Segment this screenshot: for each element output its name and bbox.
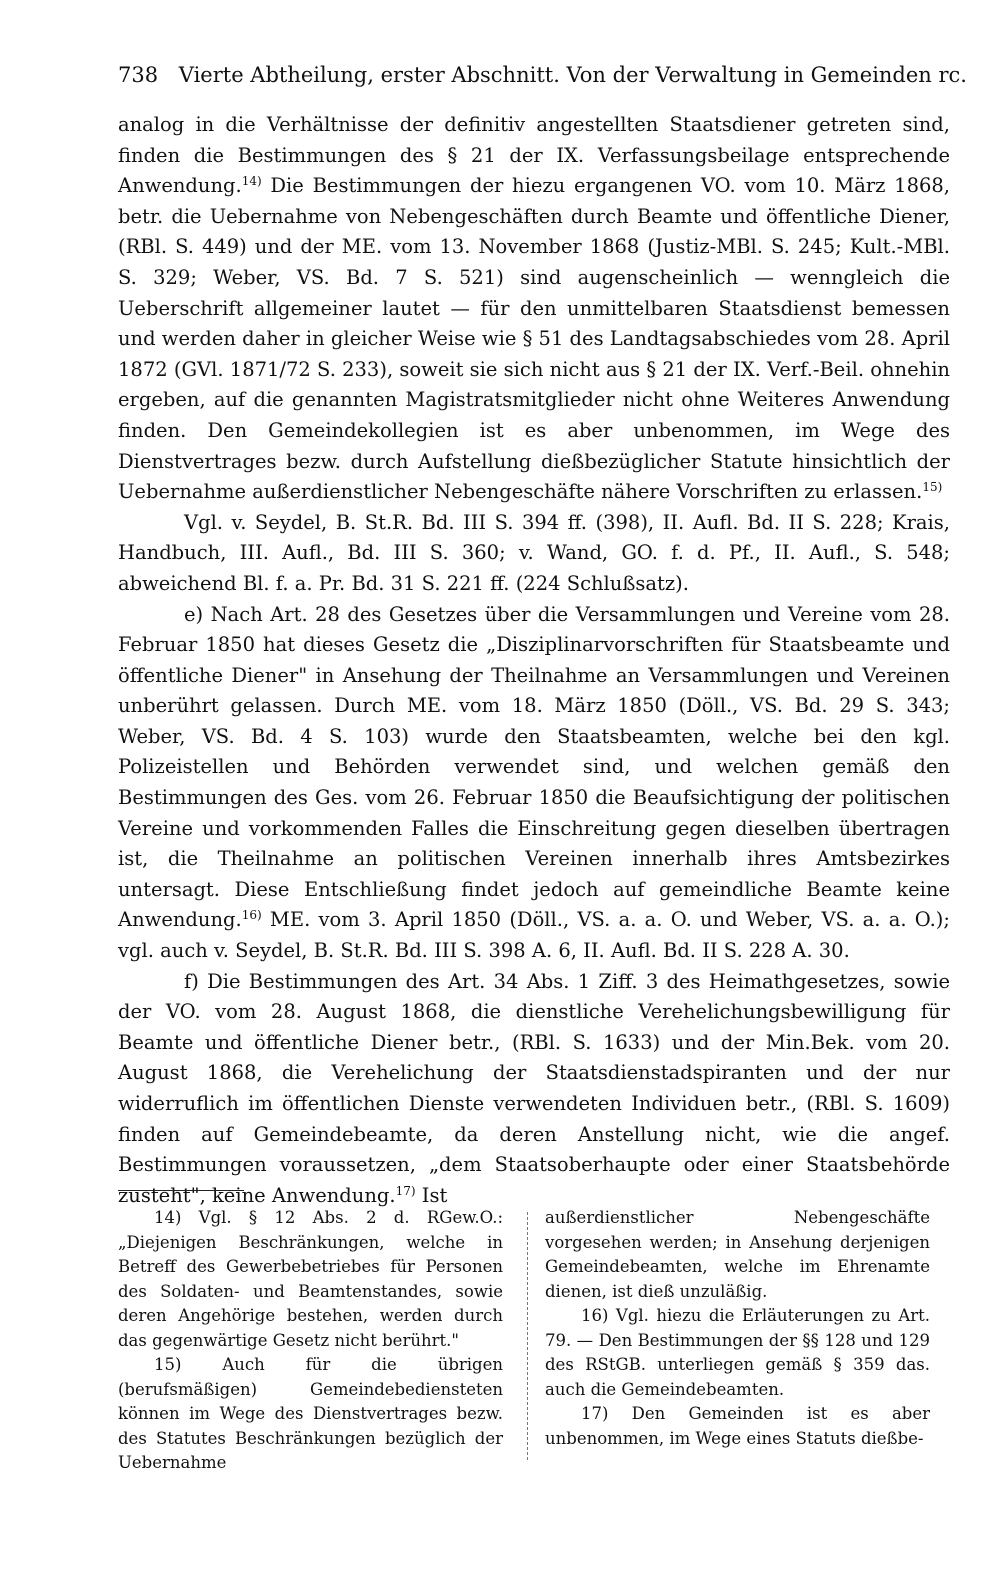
footnote-16: 16) Vgl. hiezu die Erläuterungen zu Art. 79. — Den Bestimmungen der §§ 128 und 129 des RStGB. unterliegen gemäß § 359 das. auch die Gemeindebeamten.: [545, 1306, 930, 1399]
footnotes-left-column: [118, 1206, 503, 1476]
footnote-15: 15) Auch für die übrigen (berufsmäßigen) Gemeindebediensteten können im Wege des Dienstvertrages bezw. des Statutes Beschränkungen bezüglich der Uebernahme: [118, 1355, 503, 1472]
paragraph-f: f) Die Bestimmungen des Art. 34 Abs. 1 Ziff. 3 des Heimathgesetzes, sowie der VO. vom 28. August 1868, die dienstliche Verehelichungsbewilligung für Beamte und öffentliche Diener betr., (RBl. S. 1633) und der Min.Bek. vom 20. August 1868, die Verehelichung der Staatsdienstadspiranten und der nur widerruflich im öffentlichen Dienste verwendeten Individuen betr., (RBl. S. 1609) finden auf Gemeindebeamte, da deren Anstellung nicht, wie die angef. Bestimmungen voraussetzen, „dem Staatsoberhaupte oder einer Staatsbehörde zusteht", keine Anwendung.$^{17)}$ Ist: [118, 969, 950, 1207]
page-number: 738: [118, 63, 159, 87]
paragraph-e: e) Nach Art. 28 des Gesetzes über die Versammlungen und Vereine vom 28. Februar 1850 hat dieses Gesetz die „Disziplinarvorschriften für Staatsbeamte und öffentliche Diener" in Ansehung der Theilnahme an Versammlungen und Vereinen unberührt gelassen. Durch ME. vom 18. März 1850 (Döll., VS. Bd. 29 S. 343; Weber, VS. Bd. 4 S. 103) wurde den Staatsbeamten, welche bei den kgl. Polizeistellen und Behörden verwendet sind, und welchen gemäß den Bestimmungen des Ges. vom 26. Februar 1850 die Beaufsichtigung der politischen Vereine und vorkommenden Falles die Einschreitung gegen dieselben übertragen ist, die Theilnahme an politischen Vereinen innerhalb ihres Amtsbezirkes untersagt. Diese Entschließung findet jedoch auf gemeindliche Beamte keine Anwendung.$^{16)}$ ME. vom 3. April 1850 (Döll., VS. a. a. O. und Weber, VS. a. a. O.); vgl. auch v. Seydel, B. St.R. Bd. III S. 398 A. 6, II. Aufl. Bd. II S. 228 A. 30.: [118, 602, 950, 963]
running-title: Vierte Abtheilung, erster Abschnitt. Von der Verwaltung in Gemeinden rc.: [178, 63, 967, 87]
footnote-15-continued: außerdienstlicher Nebengeschäfte vorgesehen werden; in Ansehung derjenigen Gemeindebeamten, welche im Ehrenamte dienen, ist dieß unzuläßig.: [545, 1208, 930, 1301]
footnote-14: 14) Vgl. § 12 Abs. 2 d. RGew.O.: „Diejenigen Beschränkungen, welche in Betreff des Gewerbebetriebes für Personen des Soldaten- und Beamtenstandes, sowie deren Angehörige bestehen, werden durch das gegenwärtige Gesetz nicht berührt.": [118, 1208, 503, 1350]
paragraph-continuation: analog in die Verhältnisse der definitiv angestellten Staatsdiener getreten sind, finden die Bestimmungen des § 21 der IX. Verfassungsbeilage entsprechende Anwendung.$^{14)}$ Die Bestimmungen der hiezu ergangenen VO. vom 10. März 1868, betr. die Uebernahme von Nebengeschäften durch Beamte und öffentliche Diener, (RBl. S. 449) und der ME. vom 13. November 1868 (Justiz-MBl. S. 245; Kult.-MBl. S. 329; Weber, VS. Bd. 7 S. 521) sind augenscheinlich — wenngleich die Ueberschrift allgemeiner lautet — für den unmittelbaren Staatsdienst bemessen und werden daher in gleicher Weise wie § 51 des Landtagsabschiedes vom 28. April 1872 (GVl. 1871/72 S. 233), soweit sie sich nicht aus § 21 der IX. Verf.-Beil. ohnehin ergeben, auf die genannten Magistratsmitglieder nicht ohne Weiteres Anwendung finden. Den Gemeindekollegien ist es aber unbenommen, im Wege des Dienstvertrages bezw. durch Aufstellung dießbezüglicher Statute hinsichtlich der Uebernahme außerdienstlicher Nebengeschäfte nähere Vorschriften zu erlassen.$^{15)}$: [118, 113, 950, 504]
footnote-separator: [118, 1190, 244, 1191]
footnote-ref-14[interactable]: 14): [241, 174, 262, 189]
footnote-ref-17[interactable]: 17): [395, 1183, 416, 1198]
paragraph-citations: Vgl. v. Seydel, B. St.R. Bd. III S. 394 ff. (398), II. Aufl. Bd. II S. 228; Krais, Handbuch, III. Aufl., Bd. III S. 360; v. Wand, GO. f. d. Pf., II. Aufl., S. 548; abweichend Bl. f. a. Pr. Bd. 31 S. 221 ff. (224 Schlußsatz).: [118, 510, 950, 595]
footnote-ref-15[interactable]: 15): [922, 480, 943, 495]
main-text: [118, 110, 950, 1211]
running-header: [118, 58, 967, 92]
footnote-ref-16[interactable]: 16): [241, 908, 262, 923]
footnote-17: 17) Den Gemeinden ist es aber unbenommen, im Wege eines Statuts dießbe-: [545, 1404, 930, 1448]
footnotes-right-column: [545, 1206, 930, 1451]
footnote-column-divider: [527, 1212, 528, 1460]
